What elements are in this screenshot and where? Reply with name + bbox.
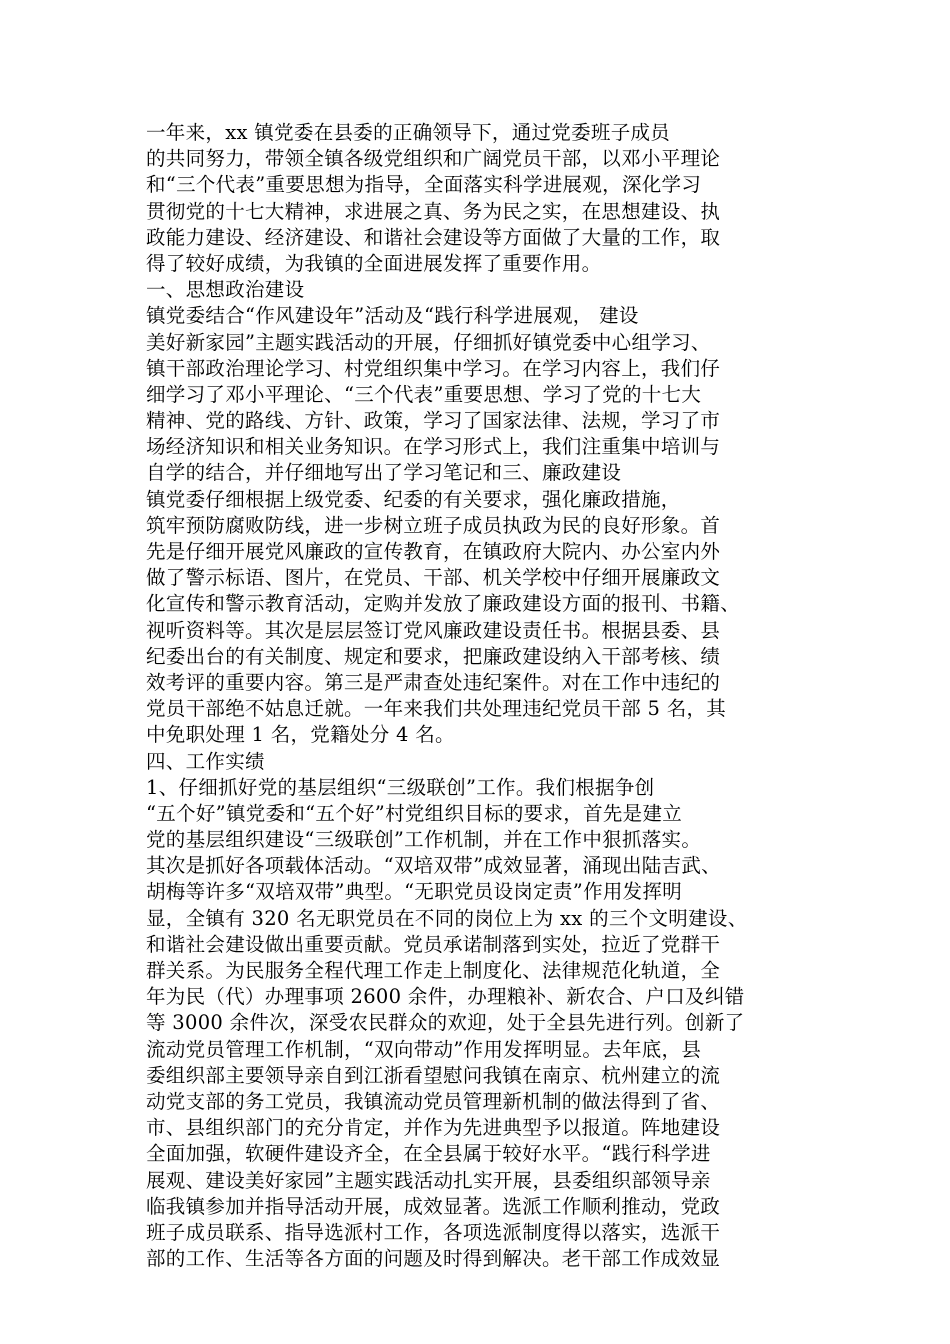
document-page: 一年来，xx 镇党委在县委的正确领导下，通过党委班子成员 的共同努力，带领全镇各级党组织和广阔党员干部，以邓小平理论 和“三个代表”重要思想为指导，全面落实科学进展观，深化学习 贯彻党的十七大精神，求进展之真、务为民之实，在思想建设、执 政能力建设、经济建设、和谐社会建设等方面做了大量的工作，取 得了较好成绩，为我镇的全面进展发挥了重要作用。 一、思想政治建设 镇党委结合“作风建设年”活动及“践行科学进展观， 建设 美好新家园”主题实践活动的开展，仔细抓好镇党委中心组学习、 镇干部政治理论学习、村党组织集中学习。在学习内容上，我们仔 细学习了邓小平理论、“三个代表”重要思想、学习了党的十七大 精神、党的路线、方针、政策，学习了国家法律、法规，学习了市 场经济知识和相关业务知识。在学习形式上，我们注重集中培训与 自学的结合，并仔细地写出了学习笔记和三、廉政建设 镇党委仔细根据上级党委、纪委的有关要求，强化廉政措施， 筑牢预防腐败防线，进一步树立班子成员执政为民的良好形象。首 先是仔细开展党风廉政的宣传教育，在镇政府大院内、办公室内外 做了警示标语、图片，在党员、干部、机关学校中仔细开展廉政文 化宣传和警示教育活动，定购并发放了廉政建设方面的报刊、书籍、 视听资料等。其次是层层签订党风廉政建设责任书。根据县委、县 纪委出台的有关制度、规定和要求，把廉政建设纳入干部考核、绩 效考评的重要内容。第三是严肃查处违纪案件。对在工作中违纪的 党员干部绝不姑息迁就。一年来我们共处理违纪党员干部 5 名，其 中免职处理 1 名，党籍处分 4 名。 四、工作实绩 1、仔细抓好党的基层组织“三级联创”工作。我们根据争创 “五个好”镇党委和“五个好”村党组织目标的要求，首先是建立 党的基层组织建设“三级联创”工作机制，并在工作中狠抓落实。 其次是抓好各项载体活动。“双培双带”成效显著，涌现出陆吉武、 胡梅等许多“双培双带”典型。“无职党员设岗定责”作用发挥明 显，全镇有 320 名无职党员在不同的岗位上为 xx 的三个文明建设、 和谐社会建设做出重要贡献。党员承诺制落到实处，拉近了党群干 群关系。为民服务全程代理工作走上制度化、法律规范化轨道，全 年为民（代）办理事项 2600 余件，办理粮补、新农合、户口及纠错 等 3000 余件次，深受农民群众的欢迎，处于全县先进行列。创新了 流动党员管理工作机制，“双向带动”作用发挥明显。去年底，县 委组织部主要领导亲自到江浙看望慰问我镇在南京、杭州建立的流 动党支部的务工党员，我镇流动党员管理新机制的做法得到了省、 市、县组织部门的充分肯定，并作为先进典型予以报道。阵地建设 全面加强，软硬件建设齐全，在全县属于较好水平。“践行科学进 展观、建设美好家园”主题实践活动扎实开展，县委组织部领导亲 临我镇参加并指导活动开展，成效显著。选派工作顺利推动，党政 班子成员联系、指导选派村工作，各项选派制度得以落实，选派干 部的工作、生活等各方面的问题及时得到解决。老干部工作成效显: [0, 0, 950, 1344]
